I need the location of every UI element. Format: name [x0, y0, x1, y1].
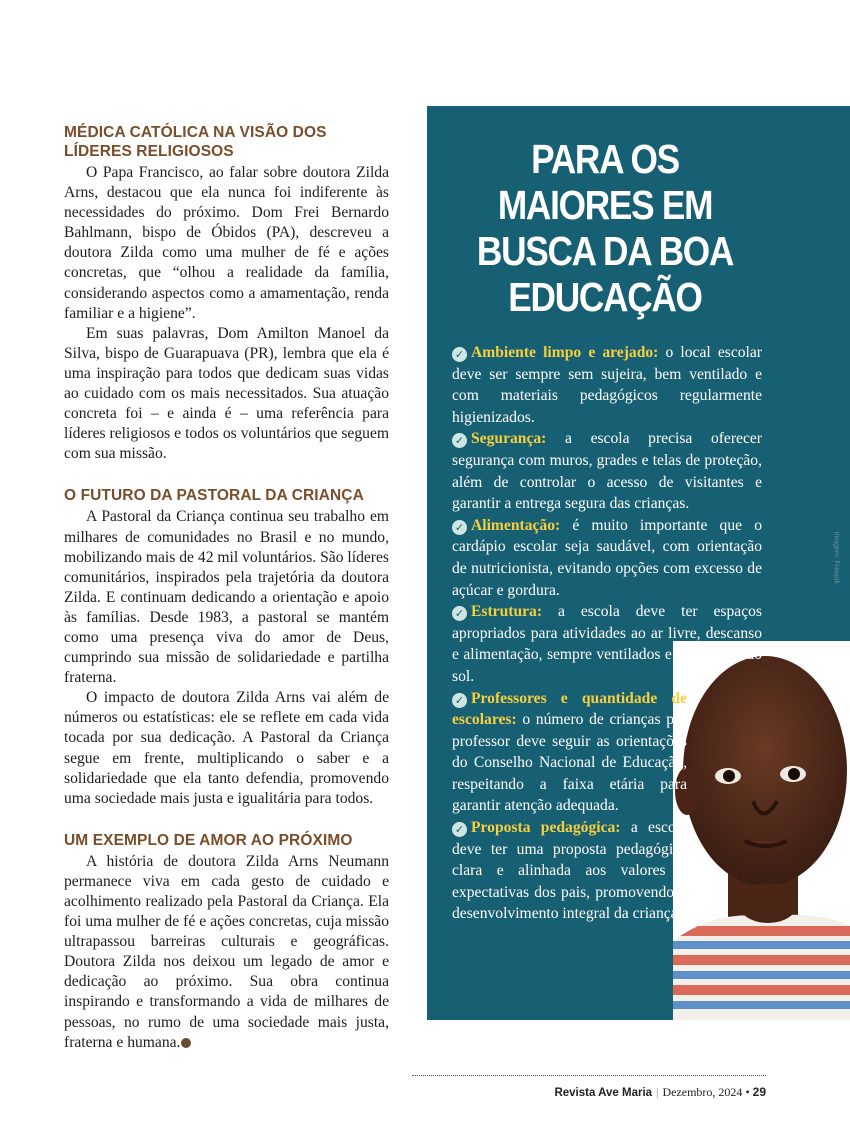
- tips-list: [452, 342, 762, 925]
- section-leaders: [64, 123, 389, 464]
- section-heading: MÉDICA CATÓLICA NA VISÃO DOS LÍDERES RELIGIOSOS: [64, 124, 327, 160]
- tip-text: a escola deve ter uma proposta pedagógica clara e alinhada aos valores e expectativas dos pais, promovendo o desenvolvimento integral da criança.: [452, 819, 687, 923]
- check-circle-icon: ✓: [452, 822, 467, 837]
- paragraph: A Pastoral da Criança continua seu trabalho em milhares de comunidades no Brasil e no mundo, mobilizando mais de 42 mil voluntários. São líderes comunitários, inspirados pela trajetória da doutora Zilda. E continuam dedicando a orientação e apoio às famílias. Desde 1983, a pastoral se mantém como uma presença viva do amor de Deus, cumprindo sua missão de solidariedade e partilha fraterna.: [64, 508, 389, 687]
- footer-separator: |: [656, 1085, 659, 1099]
- paragraph-text: A história de doutora Zilda Arns Neumann permanece viva em cada gesto de cuidado e acolhimento realizado pela Pastoral da Criança. Ela foi uma mulher de fé e ações concretas, cuja missão ultrapassou barreiras culturais e geográficas. Doutora Zilda nos deixou um legado de amor e dedicação ao próximo. Sua obra continua inspirando e transformando a vida de milhares de pessoas, no rumo de uma sociedade mais justa, fraterna e humana.: [64, 852, 389, 1051]
- tip-item: [452, 688, 687, 818]
- section-heading: UM EXEMPLO DE AMOR AO PRÓXIMO: [64, 831, 353, 849]
- paragraph: O impacto de doutora Zilda Arns vai além de números ou estatísticas: ele se reflete em cada vida tocada por sua dedicação. A Pastoral da Criança segue em frente, multiplicando o saber e a solidariedade que ela tanto defendia, promovendo uma sociedade mais justa e igualitária para todos.: [64, 689, 389, 807]
- end-of-article-icon: [181, 1038, 191, 1048]
- tip-item: [452, 817, 687, 925]
- tip-title: Professores e quantidade de escolares:: [452, 689, 687, 729]
- footer-divider: [412, 1075, 766, 1076]
- section-future: [64, 486, 389, 808]
- article-column: [64, 123, 389, 1075]
- issue-date: Dezembro, 2024: [662, 1085, 743, 1099]
- paragraph: [64, 852, 389, 1053]
- tips-panel: [427, 106, 850, 1020]
- photo-credit: Imagem: Freepik: [833, 531, 840, 584]
- tip-text: é muito importante que o cardápio escolar seja saudável, com orientação de nutricionista, evitando opções com excesso de açúcar e gordura.: [452, 516, 762, 599]
- check-circle-icon: ✓: [452, 693, 467, 708]
- tip-title: Segurança:: [471, 430, 547, 448]
- section-heading: O FUTURO DA PASTORAL DA CRIANÇA: [64, 487, 364, 505]
- check-circle-icon: ✓: [452, 606, 467, 621]
- check-circle-icon: ✓: [452, 347, 467, 362]
- check-circle-icon: ✓: [452, 433, 467, 448]
- check-circle-icon: ✓: [452, 520, 467, 535]
- tip-item: [452, 342, 762, 428]
- tip-text: a escola precisa oferecer segurança com muros, grades e telas de proteção, além de controlar o acesso de visitantes e garantir a entrega segura das crianças.: [452, 430, 762, 513]
- tip-title: Proposta pedagógica:: [471, 819, 621, 837]
- tip-text: a escola deve ter espaços apropriados para atividades ao ar livre, descanso e alimentação, sempre ventilados e protegidos do sol.: [452, 603, 762, 685]
- magazine-name: Revista Ave Maria: [554, 1087, 653, 1099]
- panel-title: PARA OS MAIORES EM BUSCA DA BOA EDUCAÇÃO: [476, 136, 734, 320]
- tip-title: Estrutura:: [471, 603, 543, 621]
- tip-item: [452, 601, 762, 687]
- page-number: 29: [752, 1085, 766, 1099]
- tip-title: Ambiente limpo e arejado:: [471, 344, 659, 361]
- page-footer: Revista Ave Maria | Dezembro, 2024 • 29: [554, 1085, 766, 1099]
- tip-item: [452, 515, 762, 601]
- paragraph: Em suas palavras, Dom Amilton Manoel da Silva, bispo de Guarapuava (PR), lembra que ela é uma inspiração para todos que dedicam suas vidas ao cuidado com os mais necessitados. Sua atuação concreta foi – e ainda é – uma referência para líderes religiosos e todos os voluntários que seguem com sua missão.: [64, 324, 389, 463]
- tip-text: o número de crianças por professor deve seguir as orientações do Conselho Nacional de Educação, respeitando a faixa etária para garantir atenção adequada.: [452, 711, 687, 815]
- tip-text: o local escolar deve ser sempre sem sujeira, bem ventilado e com materiais pedagógicos regularmente higienizados.: [452, 344, 762, 426]
- tip-title: Alimentação:: [471, 516, 561, 534]
- section-example: [64, 831, 389, 1053]
- tip-item: [452, 428, 762, 514]
- paragraph: O Papa Francisco, ao falar sobre doutora Zilda Arns, destacou que ela nunca foi indiferente às necessidades do próximo. Dom Frei Bernardo Bahlmann, bispo de Óbidos (PA), descreveu a doutora Zilda como uma mulher de fé e ações concretas, que “olhou a realidade da família, considerando aspectos como a amamentação, renda familiar e a higiene”.: [64, 164, 389, 322]
